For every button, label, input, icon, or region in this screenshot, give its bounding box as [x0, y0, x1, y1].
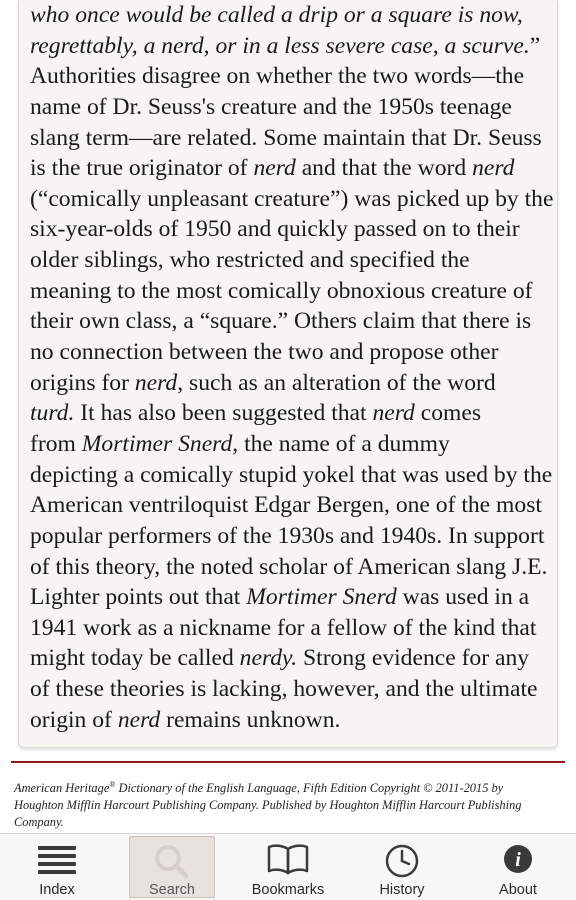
list-icon	[37, 843, 77, 875]
tab-about-label: About	[499, 882, 537, 898]
tab-history-label: History	[379, 882, 425, 898]
italic-term: nerd,	[134, 369, 184, 396]
tab-search-label: Search	[149, 882, 195, 898]
entry-line	[30, 705, 550, 736]
entry-text-run: older siblings, who restricted and specified the	[30, 247, 470, 274]
italic-term: nerd	[253, 155, 296, 182]
entry-text-run: of these theories is lacking, however, and the ultimate	[30, 676, 538, 703]
tab-history[interactable]	[362, 834, 442, 900]
entry-line	[30, 337, 550, 368]
tab-search[interactable]	[129, 834, 215, 900]
entry-line	[30, 429, 550, 460]
entry-text-run: the name of a dummy	[238, 430, 450, 457]
entry-line	[30, 276, 550, 307]
entry-line	[30, 674, 550, 705]
entry-line	[30, 460, 553, 491]
copyright-line1: Copyright © 2011-2015 by	[366, 781, 504, 796]
tab-bookmarks[interactable]	[244, 834, 332, 900]
italic-term: who once would be called a drip or a square is now,	[30, 2, 523, 28]
italic-term: nerd	[117, 706, 161, 733]
entry-line	[30, 184, 554, 215]
svg-text:i: i	[515, 849, 521, 871]
registered-mark: ®	[109, 780, 116, 789]
entry-text-run: remains unknown.	[160, 706, 341, 733]
copyright-title-rest: Dictionary of the English Language, Fifth Edition	[115, 781, 367, 796]
entry-line	[30, 582, 550, 613]
italic-term: Mortimer Snerd	[246, 584, 397, 611]
entry-text-run: no connection between the two and propose other	[30, 339, 499, 366]
entry-line	[30, 552, 550, 583]
entry-text-run: is the true originator of	[30, 155, 254, 182]
book-icon	[267, 843, 309, 875]
info-icon	[502, 843, 534, 875]
entry-text-run: depicting a comically stupid yokel that was used by the	[30, 461, 553, 488]
entry-line	[30, 306, 550, 337]
entry-text	[30, 0, 554, 735]
entry-line	[30, 368, 550, 399]
entry-text-run: popular performers of the 1930s and 1940s. In support	[30, 522, 545, 549]
entry-text-run: It has also been suggested that	[74, 400, 373, 427]
entry-line	[30, 398, 550, 429]
entry-text-run: origin of	[30, 706, 118, 733]
copyright-line2: Houghton Mifflin Harcourt Publishing Company. Published by Houghton Mifflin Harcourt Publishing Company.	[14, 798, 522, 830]
clock-icon	[384, 843, 420, 879]
italic-term: nerd	[472, 155, 515, 182]
tab-index[interactable]	[14, 834, 100, 900]
entry-text-run: was used in a	[396, 584, 530, 611]
italic-term: nerdy.	[239, 645, 298, 672]
entry-text-run: (“comically unpleasant creature”) was picked up by the	[30, 185, 554, 212]
italic-term: nerd	[372, 400, 415, 427]
entry-text-run: 1941 work as a nickname for a fellow of the kind that	[30, 614, 537, 641]
italic-term: Mortimer Snerd,	[81, 430, 239, 457]
entry-line	[30, 613, 550, 644]
entry-text-run: from	[30, 430, 82, 457]
tab-index-label: Index	[39, 882, 75, 898]
entry-line	[30, 61, 550, 92]
italic-term: turd.	[30, 400, 75, 427]
entry-line	[30, 521, 550, 552]
entry-text-run: origins for	[30, 369, 135, 396]
entry-text-run: slang term—are related. Some maintain that Dr. Seuss	[30, 124, 542, 151]
entry-text-run: Authorities disagree on whether the two words—the	[30, 63, 525, 90]
entry-text-run: meaning to the most comically obnoxious creature of	[30, 277, 533, 304]
entry-text-run: ”	[529, 32, 541, 59]
tab-bar	[0, 833, 576, 900]
entry-text-run: comes	[414, 400, 482, 427]
entry-line	[30, 214, 550, 245]
entry-text-run: and that the word	[295, 155, 473, 182]
entry-line	[30, 245, 550, 276]
search-icon	[152, 843, 192, 879]
tab-about[interactable]	[482, 834, 554, 900]
entry-line	[30, 92, 550, 123]
entry-text-run: their own class, a “square.” Others claim that there is	[30, 308, 532, 335]
entry-line	[30, 123, 550, 154]
entry-text-run: name of Dr. Seuss's creature and the 1950s teenage	[30, 93, 512, 120]
divider-rule	[11, 761, 565, 763]
entry-line	[30, 0, 550, 31]
entry-line	[30, 490, 550, 521]
tab-bookmarks-label: Bookmarks	[251, 882, 325, 898]
entry-text-run: American ventriloquist Edgar Bergen, one of the most	[30, 492, 542, 519]
entry-line	[30, 643, 550, 674]
entry-text-run: such as an alteration of the word	[183, 369, 496, 396]
entry-line	[30, 153, 550, 184]
entry-text-run: might today be called	[30, 645, 240, 672]
italic-term: regrettably, a nerd, or in a less severe case, a scurve.	[30, 32, 530, 59]
entry-text-run: Lighter points out that	[30, 584, 247, 611]
entry-line	[30, 31, 550, 62]
entry-text-run: of this theory, the noted scholar of American slang J.E.	[30, 553, 548, 580]
copyright-title: American Heritage	[14, 781, 110, 796]
entry-text-run: six-year-olds of 1950 and quickly passed on to their	[30, 216, 520, 243]
entry-text-run: Strong evidence for any	[297, 645, 530, 672]
